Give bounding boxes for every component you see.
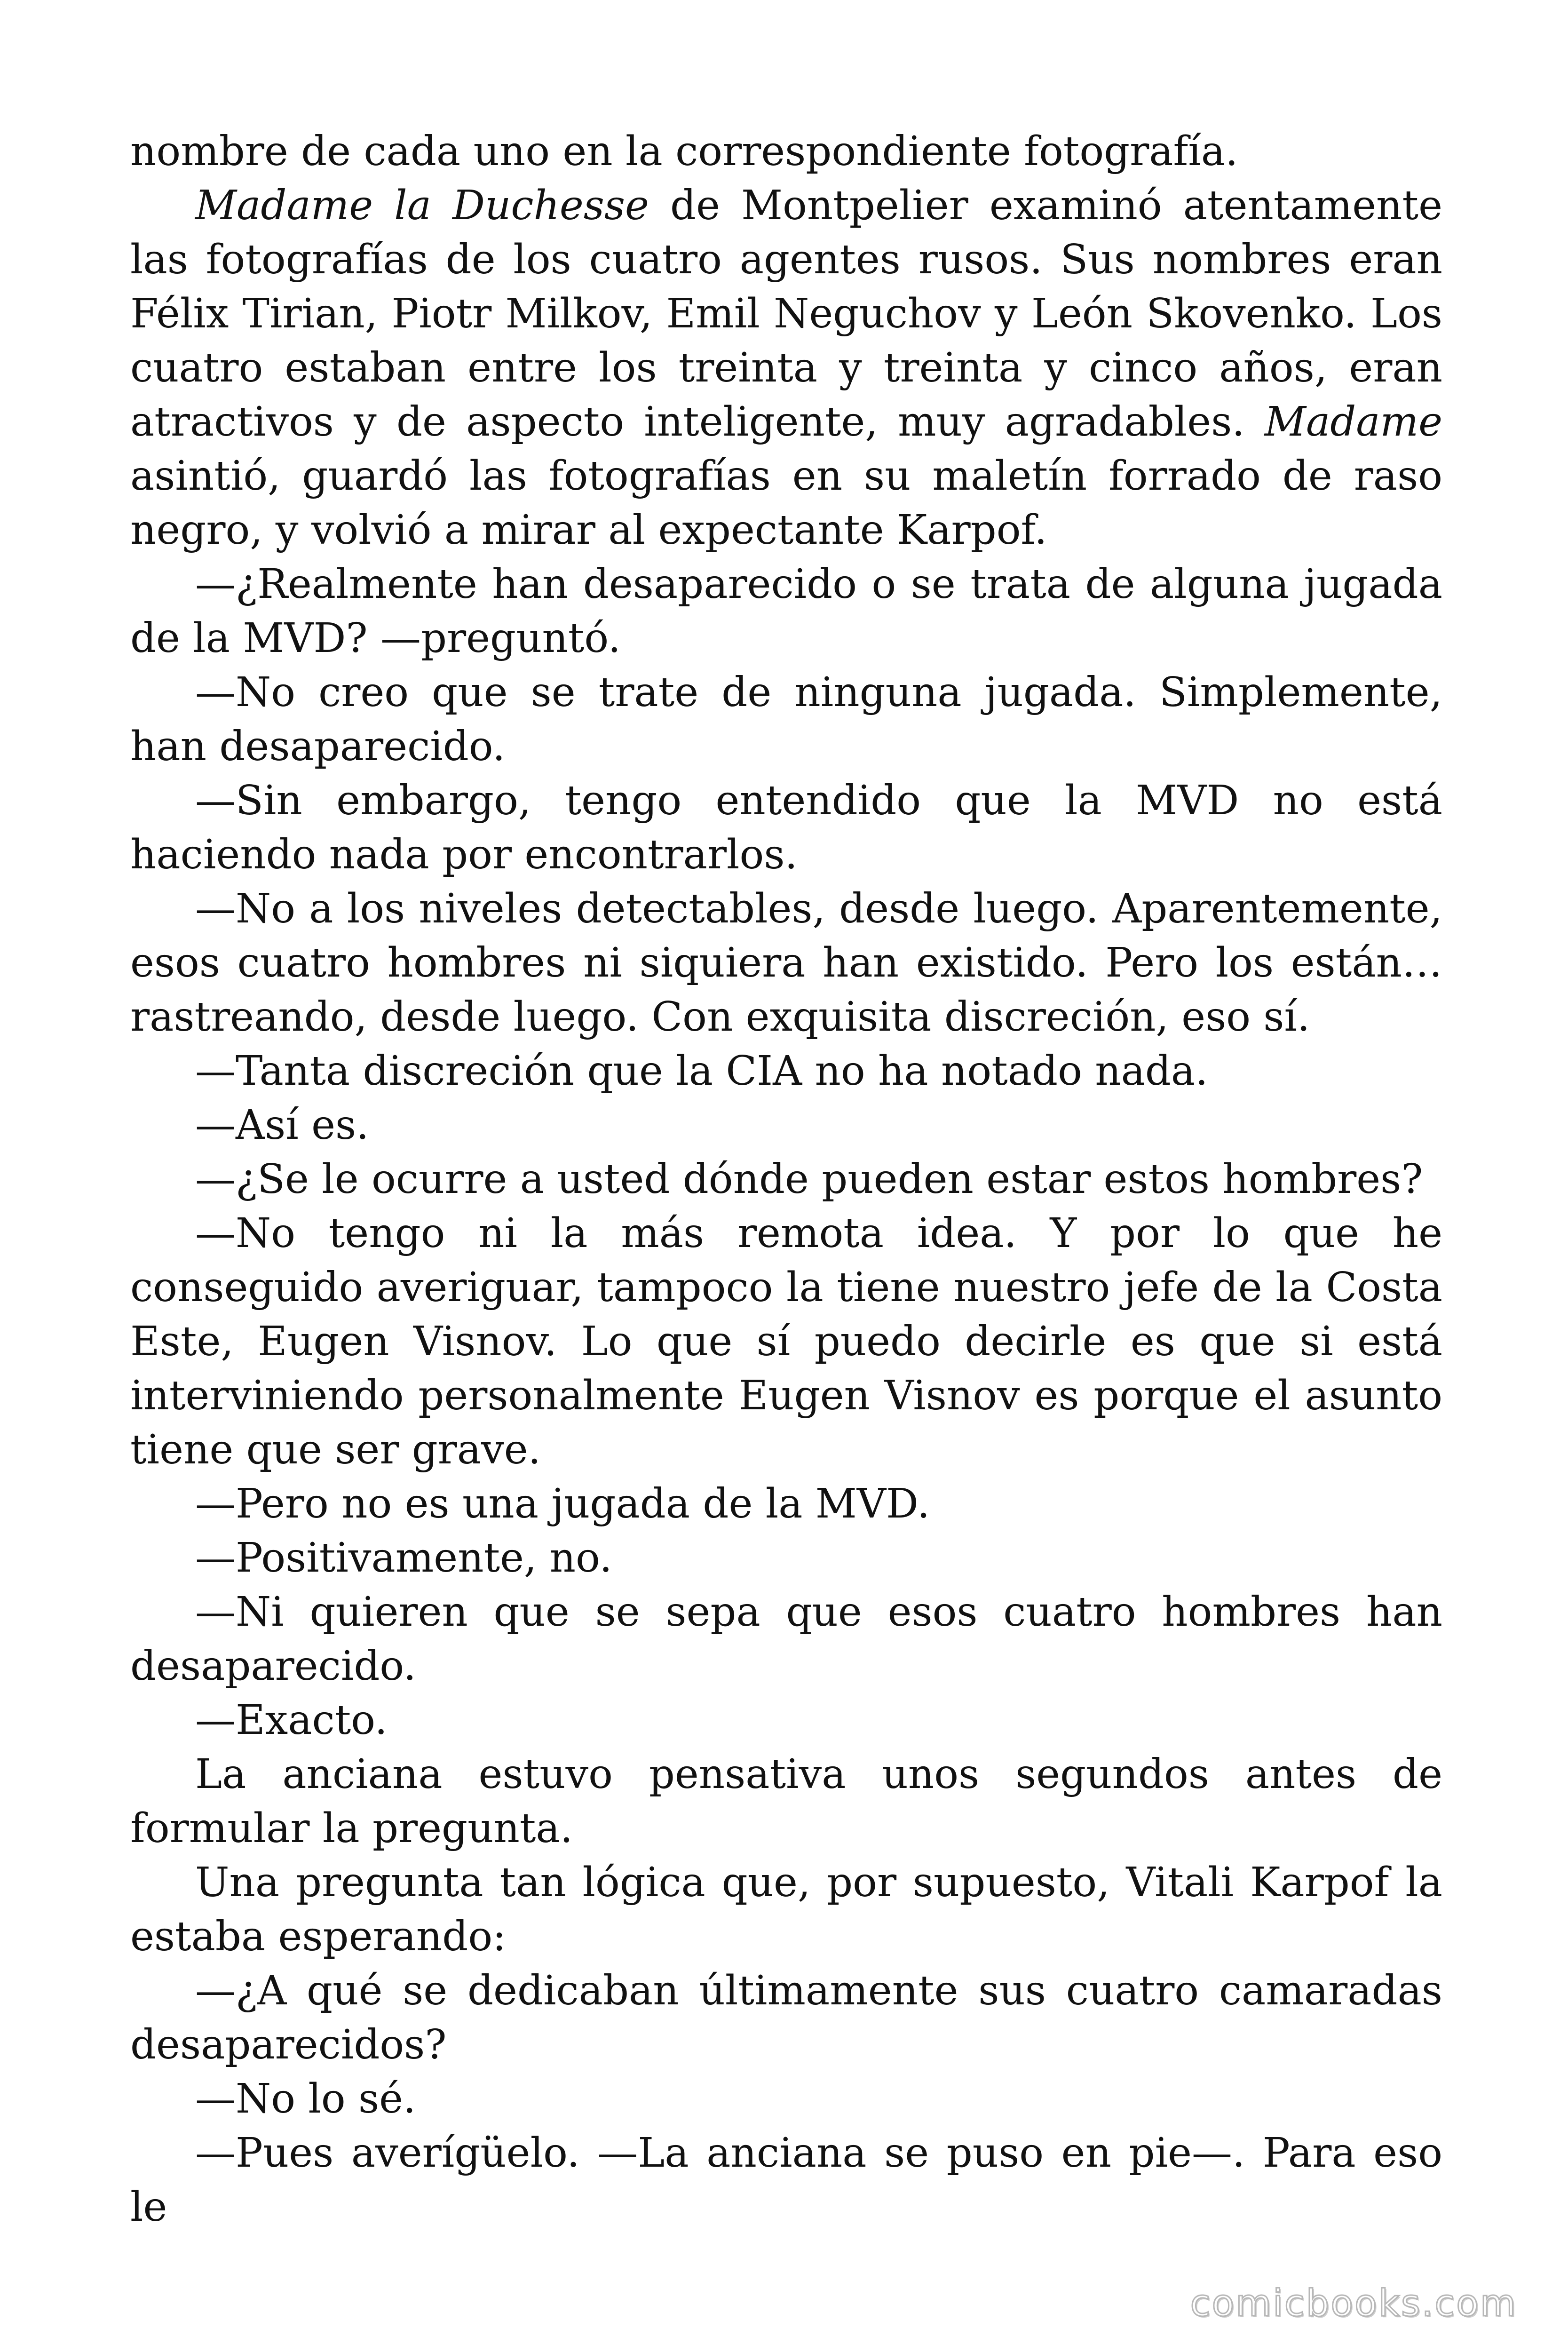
paragraph: —Sin embargo, tengo entendido que la MVD no está haciendo nada por encontrarlos. [130, 777, 1442, 878]
paragraph: —Pero no es una jugada de la MVD. [195, 1480, 930, 1527]
paragraph: —¿A qué se dedicaban últimamente sus cuatro camaradas desaparecidos? [130, 1967, 1442, 2068]
paragraph: La anciana estuvo pensativa unos segundos antes de formular la pregunta. [130, 1751, 1442, 1852]
paragraph: —No tengo ni la más remota idea. Y por lo que he conseguido averiguar, tampoco la tiene nuestro jefe de la Costa Este, Eugen Visnov. Lo que sí puedo decirle es que si está interviniendo personalmente Eugen Visnov es porque el asunto tiene que ser grave. [130, 1210, 1442, 1473]
italic-phrase: Madame [1264, 398, 1442, 445]
paragraph: —Positivamente, no. [195, 1534, 612, 1581]
paragraph: nombre de cada uno en la correspondiente fotografía. [130, 128, 1238, 175]
paragraph: —¿Se le ocurre a usted dónde pueden estar estos hombres? [195, 1156, 1423, 1203]
paragraph: —Exacto. [195, 1697, 388, 1744]
paragraph: —Así es. [195, 1102, 369, 1149]
paragraph: Una pregunta tan lógica que, por supuesto, Vitali Karpof la estaba esperando: [130, 1859, 1442, 1960]
paragraph: —Pues averígüelo. —La anciana se puso en pie—. Para eso le [130, 2130, 1442, 2231]
paragraph: —Tanta discreción que la CIA no ha notado nada. [195, 1048, 1208, 1095]
paragraph: —Ni quieren que se sepa que esos cuatro hombres han desaparecido. [130, 1589, 1442, 1690]
italic-phrase: Madame la Duchesse [195, 182, 649, 229]
paragraph: —¿Realmente han desaparecido o se trata de alguna jugada de la MVD? —preguntó. [130, 561, 1442, 662]
paragraph [130, 179, 1442, 557]
paragraph-text: asintió, guardó las fotografías en su maletín forrado de raso negro, y volvió a mirar al expectante Karpof. [130, 453, 1442, 554]
page-text-body [130, 125, 1442, 2234]
paragraph: —No lo sé. [195, 2075, 416, 2122]
paragraph-text: de Montpelier examinó atentamente las fotografías de los cuatro agentes rusos. Sus nombres eran Félix Tirian, Piotr Milkov, Emil Neguchov y León Skovenko. Los cuatro estaban entre los treinta y treinta y cinco años, eran atractivos y de aspecto inteligente, muy agradables. [130, 182, 1443, 445]
watermark-logo: comicbooks.com [1190, 2282, 1517, 2325]
paragraph: —No creo que se trate de ninguna jugada. Simplemente, han desaparecido. [130, 669, 1442, 770]
paragraph: —No a los niveles detectables, desde luego. Aparentemente, esos cuatro hombres ni siquiera han existido. Pero los están… rastreando, desde luego. Con exquisita discreción, eso sí. [130, 885, 1442, 1041]
